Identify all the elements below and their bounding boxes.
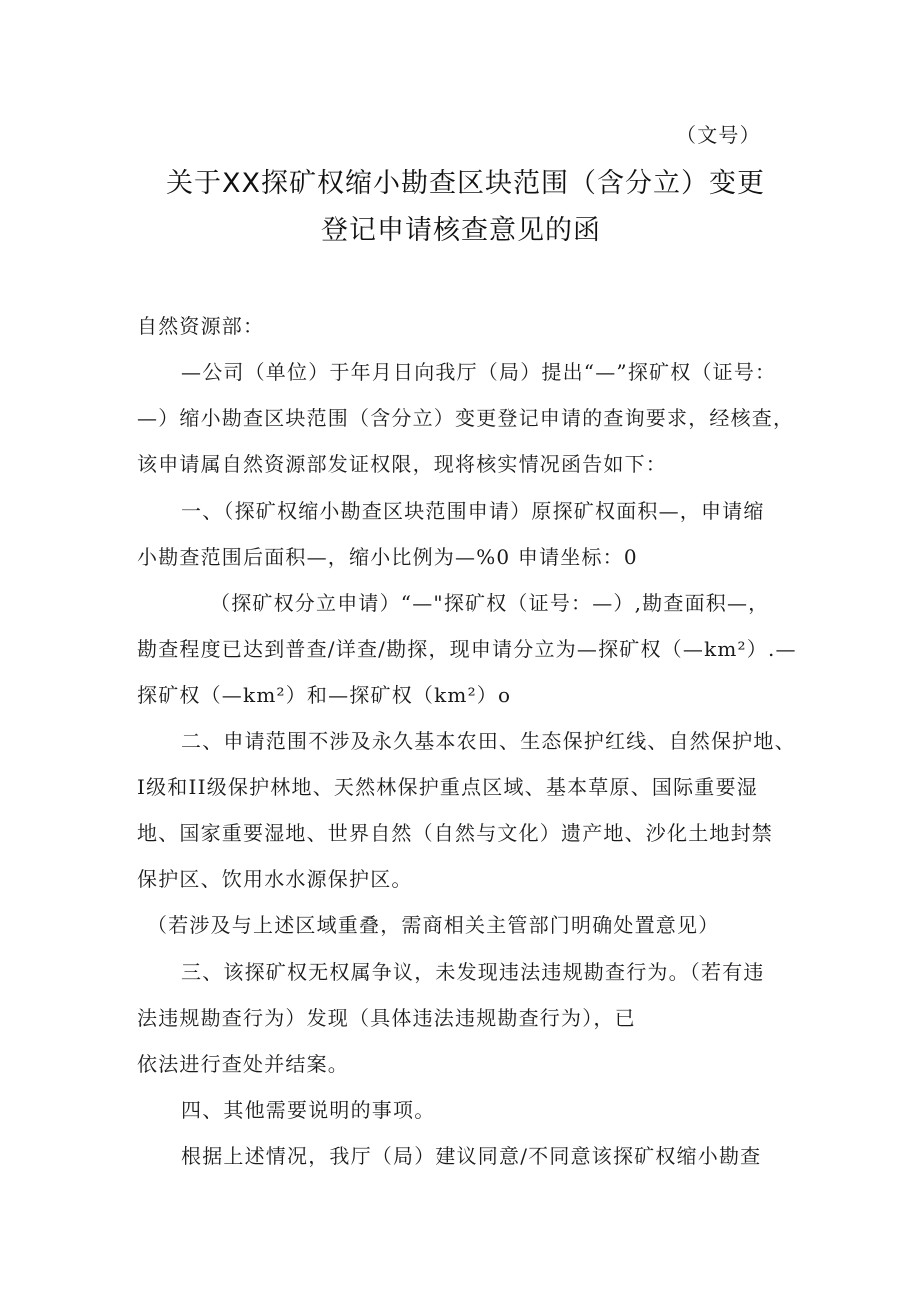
body-line: —）缩小勘查区块范围（含分立）变更登记申请的查询要求，经核查， [137, 406, 795, 430]
document-title-line-1: 关于XX探矿权缩小勘查区块范围（含分立）变更 [166, 168, 765, 199]
body-line: 四、其他需要说明的事项。 [181, 1098, 436, 1122]
body-line: 一、（探矿权缩小勘查区块范围申请）原探矿权面积—，申请缩 [181, 499, 765, 523]
document-title-line-2: 登记申请核查意见的函 [321, 215, 601, 246]
body-line: 小勘查范围后面积—，缩小比例为—%0 申请坐标：0 [137, 545, 638, 569]
body-line: 该申请属自然资源部发证权限，现将核实情况函告如下： [137, 452, 667, 476]
document-number: （文号） [676, 123, 761, 147]
body-line: 地、国家重要湿地、世界自然（自然与文化）遗产地、沙化土地封禁 [137, 821, 773, 845]
body-line: —公司（单位）于年月日向我厅（局）提出“—”探矿权（证号： [181, 360, 777, 384]
body-line: 保护区、饮用水水源保护区。 [137, 867, 413, 891]
body-line: 三、该探矿权无权属争议，未发现违法违规勘查行为。（若有违 [181, 960, 765, 984]
body-line: 探矿权（—km²）和—探矿权（km²）o [137, 683, 512, 707]
body-line: 二、申请范围不涉及永久基本农田、生态保护红线、自然保护地、 [181, 729, 796, 753]
salutation: 自然资源部： [137, 314, 265, 338]
body-line: （探矿权分立申请）“—"探矿权（证号：—）,勘查面积—， [210, 591, 770, 615]
body-line: 勘查程度已达到普查/详查/勘探，现申请分立为—探矿权（—km²）.— [137, 637, 797, 661]
body-line: 根据上述情况，我厅（局）建议同意/不同意该探矿权缩小勘查 [181, 1144, 762, 1168]
body-line: 依法进行查处并结案。 [137, 1052, 349, 1076]
body-line: 法违规勘查行为）发现（具体违法违规勘查行为），已 [137, 1006, 636, 1030]
body-line: （若涉及与上述区域重叠，需商相关主管部门明确处置意见） [147, 913, 720, 937]
body-line: I级和II级保护林地、天然林保护重点区域、基本草原、国际重要湿 [137, 775, 758, 799]
